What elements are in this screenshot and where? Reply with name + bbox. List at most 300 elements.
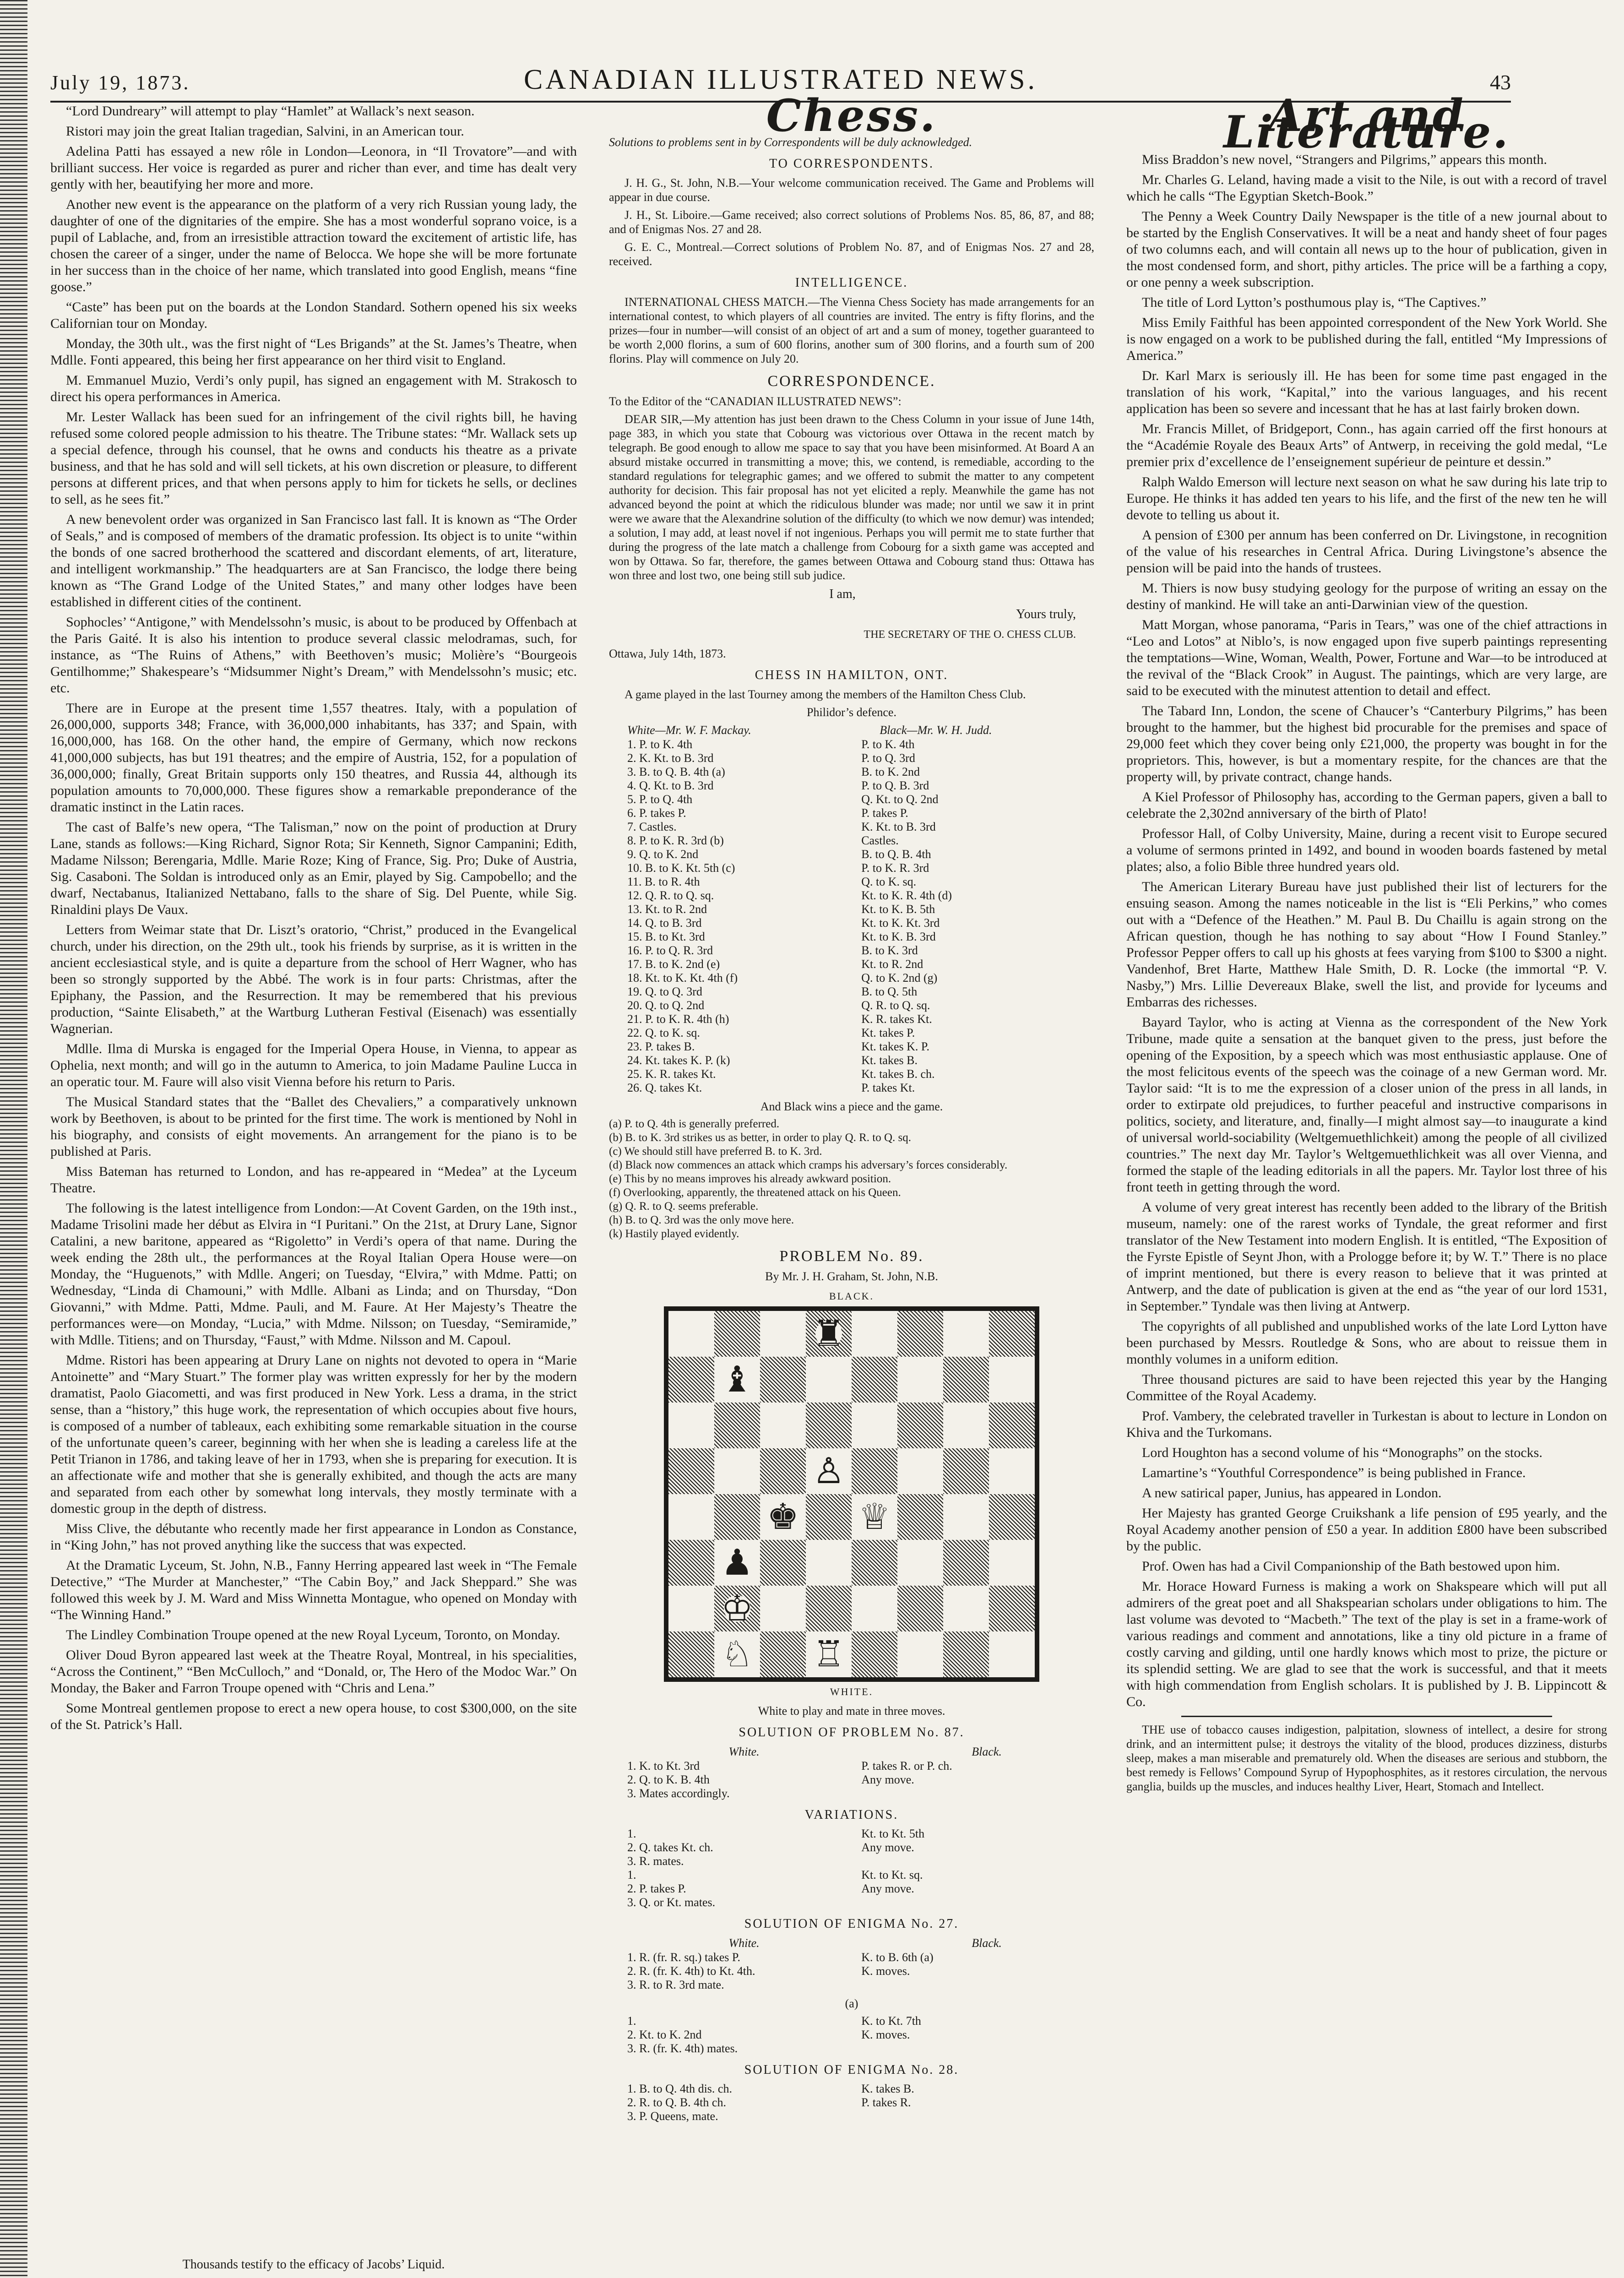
black-move: K. takes B. xyxy=(861,2082,914,2095)
white-move: 2. K. Kt. to B. 3rd xyxy=(627,751,714,765)
board-square xyxy=(760,1494,806,1540)
board-square xyxy=(714,1448,760,1494)
board-square xyxy=(760,1631,806,1677)
literature-paragraph: Prof. Owen has had a Civil Companionship of the Bath bestowed upon him. xyxy=(1142,1559,1560,1574)
chess-piece: ♝ xyxy=(721,1359,753,1400)
board-square xyxy=(668,1403,714,1448)
column-art-literature xyxy=(1126,90,1607,1797)
move-row xyxy=(609,930,1094,944)
black-move: K. R. takes Kt. xyxy=(861,1012,932,1026)
chess-piece: ♖ xyxy=(813,1634,845,1675)
board-square xyxy=(760,1448,806,1494)
intelligence-heading: INTELLIGENCE. xyxy=(795,276,908,290)
black-move: P. takes P. xyxy=(861,806,908,820)
game-note: (d) Black now commences an attack which cramps his adversary’s forces considerably. xyxy=(609,1159,1008,1171)
news-paragraph: Some Montreal gentlemen propose to erect a new opera house, to cost $300,000, on the site of the St. Patrick’s Hall. xyxy=(50,1701,577,1732)
board-square xyxy=(806,1357,852,1403)
masthead: CANADIAN ILLUSTRATED NEWS. xyxy=(523,64,1038,95)
board-square xyxy=(714,1403,760,1448)
game-moves-table xyxy=(609,723,1094,1095)
chess-piece: ♙ xyxy=(813,1451,845,1492)
sol87-heading: SOLUTION OF PROBLEM No. 87. xyxy=(739,1725,965,1740)
board-square xyxy=(760,1540,806,1586)
letter-body: DEAR SIR,—My attention has just been drawn to the Chess Column in your issue of June 14th, page 383, in which you state that Cobourg was victorious over Ottawa in the recent match by telegraph. Be good enough to allow me space to say that you have been misinformed. At Board A an absurd mistake occurred in transmitting a move; this, we contend, is remediable, according to the standard regulations for telegraphic games; and we offered to submit the matter to any competent authority for decision. This fair proposal has not yet elicited a reply. Meanwhile the game has not advanced beyond the point at which the ridiculous blunder was made; nor until we saw it in print were we aware that the Alexandrine solution of the difficulty (to which we now demur) was intended; a solution, I may add, at least novel if not ingenious. Perhaps you will permit me to state further that during the progress of the late match a challenge from Cobourg for a sixth game was accepted and won by Ottawa. So far, therefore, the games between Ottawa and Cobourg stand thus: Ottawa has won three and lost two, one being still sub judice. xyxy=(609,413,1094,582)
news-paragraph: Miss Bateman has returned to London, and has re-appeared in “Medea” at the Lyceum Theatre. xyxy=(50,1164,577,1196)
move-row xyxy=(609,1067,1094,1081)
black-move: Kt. to K. R. 4th (d) xyxy=(861,889,952,902)
black-move: P. to K. R. 3rd xyxy=(861,861,929,875)
board-square xyxy=(806,1631,852,1677)
board-square xyxy=(897,1311,943,1357)
white-move: 2. Q. to K. B. 4th xyxy=(627,1773,710,1786)
white-move: 21. P. to K. R. 4th (h) xyxy=(627,1012,729,1026)
chess-piece: ♟ xyxy=(721,1542,753,1583)
move-row xyxy=(609,834,1094,848)
news-paragraph: Another new event is the appearance on the platform of a very rich Russian young lady, the daughter of one of the dignitaries of the empire. She has a most wonderful soprano voice, is a pupil of Lablache, and, from an irresistible attraction toward the excitement of artistic life, has chosen the career of a singer, under the name of Belocca. We hope she will be more fortunate in her success than in the choice of her name, which translated into good English, means “fine goose.” xyxy=(50,197,577,294)
game-note: (f) Overlooking, apparently, the threatened attack on his Queen. xyxy=(609,1186,901,1199)
white-move: 14. Q. to B. 3rd xyxy=(627,916,702,930)
column-chess xyxy=(609,90,1094,2128)
white-move: 9. Q. to K. 2nd xyxy=(627,848,699,861)
literature-paragraph: The American Literary Bureau have just published their list of lecturers for the ensuing season. Among the names noticeable in the list is “Eli Perkins,” who comes out with a “Defence of the Heathen.” M. Paul B. Du Chaillu is again strong on the African question, though he has nothing to say about “How I Found Stanley.” Professor Pepper offers to call up his ghosts at fees varying from $100 to $300 a night. Vandenhof, Bret Harte, Matthew Hale Smith, D. R. Locke (the immortal “P. V. Nasby,”) Mrs. Lillie Devereaux Blake, swell the list, and provide for lyceums and Embarras des richesses. xyxy=(1126,879,1607,1010)
white-label: WHITE. xyxy=(830,1686,874,1697)
news-paragraph: The following is the latest intelligence from London:—At Covent Garden, on the 19th inst., Madame Trisolini made her début as Elvira in “I Puritani.” On the 21st, at Drury Lane, Signor Catalini, a new baritone, appeared as “Rigoletto” in Verdi’s opera of that name. During the week ending the 28th ult., the performances at the Royal Italian Opera House were—on Monday, the “Huguenots,” with Mdlle. Angeri; on Tuesday, “Elvira,” with Mdme. Patti; on Wednesday, “Linda di Chamouni,” with Mdlle. Albani as Linda; and on Thursday, “Don Giovanni,” with Mdme. Patti, Mdme. Pauli, and M. Faure. At Her Majesty’s Theatre the performances were—on Monday, “Lucia,” with Mdme. Nilsson; on Tuesday, “Semiramide,” with Mdlle. Titiens; and on Thursday, “Faust,” with Mdme. Nilsson and M. Capoul. xyxy=(50,1201,577,1348)
correspondent-reply: J. H. G., St. John, N.B.—Your welcome communication received. The Game and Problems will appear in due course. xyxy=(609,176,1094,204)
board-square xyxy=(989,1494,1035,1540)
variations-table xyxy=(609,1827,1094,1909)
white-move: 10. B. to K. Kt. 5th (c) xyxy=(627,861,735,875)
board-square xyxy=(989,1586,1035,1631)
correspondents-list xyxy=(609,176,1094,268)
letter-place: Ottawa, July 14th, 1873. xyxy=(609,647,726,660)
enigma28-table xyxy=(609,2082,1094,2123)
white-move: 3. Mates accordingly. xyxy=(627,1787,730,1800)
literature-paragraph: Ralph Waldo Emerson will lecture next season on what he saw during his late trip to Europe. He thinks it has added ten years to his life, and the first of the new ten he will devote to telling us about it. xyxy=(1126,474,1607,522)
binding-edge xyxy=(0,0,27,2278)
literature-paragraph: Miss Emily Faithful has been appointed correspondent of the New York World. She is now engaged on a work to be published during the fall, entitled “My Impressions of America.” xyxy=(1126,315,1607,363)
black-move xyxy=(861,2042,1094,2055)
black-move: K. moves. xyxy=(861,2028,910,2041)
black-move xyxy=(861,1896,1094,1909)
board-square xyxy=(760,1403,806,1448)
move-row xyxy=(609,971,1094,985)
white-move: 3. R. (fr. K. 4th) mates. xyxy=(627,2042,738,2055)
variation-row xyxy=(609,1882,1094,1896)
board-square xyxy=(668,1540,714,1586)
board-square xyxy=(806,1494,852,1540)
move-row xyxy=(609,861,1094,875)
white-move: 25. K. R. takes Kt. xyxy=(627,1067,716,1081)
board-square xyxy=(943,1448,989,1494)
solution-row xyxy=(609,1787,1094,1800)
white-move: 18. Kt. to K. Kt. 4th (f) xyxy=(627,971,738,984)
chess-title: Chess. xyxy=(766,90,937,141)
black-move: P. takes R. or P. ch. xyxy=(861,1759,952,1772)
black-move: Any move. xyxy=(861,1773,914,1786)
solution-row xyxy=(609,1951,1094,1964)
black-move: K. moves. xyxy=(861,1964,910,1978)
literature-paragraph: A pension of £300 per annum has been conferred on Dr. Livingstone, in recognition of the value of his researches in Central Africa. During Livingstone’s absence the pension will be paid into the hands of trustees. xyxy=(1126,527,1607,576)
news-paragraph: A new benevolent order was organized in San Francisco last fall. It is known as “The Order of Seals,” and is composed of members of the dramatic profession. Its object is to unite “within the bonds of one sacred brotherhood the scattered and discordant elements, of art, literature, and intelligent workmanship.” The headquarters are at San Francisco, the lodge there being known as “The Grand Lodge of the United States,” and many other lodges have been established in different cities of the continent. xyxy=(50,512,577,609)
variation-row xyxy=(609,2014,1094,2028)
news-paragraph: There are in Europe at the present time 1,557 theatres. Italy, with a population of 26,000,000, supports 348; France, with 36,000,000 inhabitants, has 337; and Spain, with 16,000,000, has 168. On the other hand, the empire of Germany, which now reckons 41,000,000 subjects, has but 191 theatres; and the empire of Austria, 152, for a population of 36,000,000; finally, Great Britain supports only 150 theatres, and Russia 44, although its population amounts to 70,000,000. These figures show a remarkable preponderance of the dramatic instinct in the Latin races. xyxy=(50,701,577,815)
divider xyxy=(1181,1716,1552,1717)
correspondence-heading: CORRESPONDENCE. xyxy=(767,373,936,390)
enigma27-variation-table xyxy=(609,2014,1094,2055)
variation-row xyxy=(609,2028,1094,2042)
literature-paragraph: A Kiel Professor of Philosophy has, according to the German papers, given a ball to celebrate the 2,302nd anniversary of the birth of Plato! xyxy=(1126,789,1607,821)
board-square xyxy=(897,1357,943,1403)
game-note: (a) P. to Q. 4th is generally preferred. xyxy=(609,1118,780,1130)
move-row xyxy=(609,985,1094,999)
news-paragraph: The Musical Standard states that the “Ballet des Chevaliers,” a comparatively unknown work by Beethoven, is about to be printed for the first time. The work is mentioned by Nohl in his biography, and consists of eight movements. An arrangement for the piano is to be published at Paris. xyxy=(50,1094,577,1159)
board-square xyxy=(806,1586,852,1631)
news-paragraph: The cast of Balfe’s new opera, “The Talisman,” now on the point of production at Drury Lane, stands as follows:—King Richard, Signor Rota; Sir Kenneth, Signor Campanini; Edith, Madame Nilsson; Berengaria, Mdlle. Marie Roze; King of France, Sig. Pro; Duke of Austria, Sig. Casaboni. The Soldan is introduced only as an Emir, played by Sig. Campobello; and the dwarf, Nectabanus, Italianized Nettabano, falls to the share of Sig. Del Puente, while Sig. Rinaldini plays De Vaux. xyxy=(50,820,577,917)
letter-i-am: I am, xyxy=(829,587,856,601)
move-row xyxy=(609,875,1094,889)
black-move: Q. R. to Q. sq. xyxy=(861,999,930,1012)
black-move: Q. to K. sq. xyxy=(861,875,917,888)
defence-name: Philidor’s defence. xyxy=(807,706,896,719)
hamilton-heading: CHESS IN HAMILTON, ONT. xyxy=(755,668,949,682)
solution-row xyxy=(609,2082,1094,2096)
white-move: 3. R. mates. xyxy=(627,1854,684,1868)
enigma27-heading: SOLUTION OF ENIGMA No. 27. xyxy=(744,1917,959,1931)
chess-piece: ♕ xyxy=(858,1496,891,1538)
move-row xyxy=(609,806,1094,820)
news-paragraph: Sophocles’ “Antigone,” with Mendelssohn’s music, is about to be produced by Offenbach at the Paris Gaité. It is also his intention to produce several classic melodramas, such, for instance, as “The Ruins of Athens,” with Beethoven’s music; Molière’s “Bourgeois Gentilhomme;” Shakespeare’s “Midsummer Night’s Dream,” with Mendelssohn’s music; etc. etc. xyxy=(50,614,577,696)
enigma27-variation-label: (a) xyxy=(845,1997,858,2010)
news-paragraph: Miss Clive, the débutante who recently made her first appearance in London as Constance, in “King John,” has not proved anything like the success that was expected. xyxy=(50,1521,577,1553)
art-literature-items xyxy=(1126,152,1607,1710)
news-paragraph: M. Emmanuel Muzio, Verdi’s only pupil, has signed an engagement with M. Strakosch to direct his opera performances in America. xyxy=(50,373,577,404)
board-square xyxy=(714,1540,760,1586)
variation-row xyxy=(609,2042,1094,2055)
board-square xyxy=(943,1631,989,1677)
literature-paragraph: The Penny a Week Country Daily Newspaper is the title of a new journal about to be started by the English Conservatives. It will be a neat and handy sheet of four pages of two columns each, and will contain all news up to the hour of publication, given in the most condensed form, and short, pithy articles. The price will be a farthing a copy, or one penny a week subscription. xyxy=(1126,209,1607,290)
enigma27-black-header: Black. xyxy=(972,1936,1002,1950)
black-move: B. to K. 2nd xyxy=(861,765,920,778)
board-square xyxy=(806,1448,852,1494)
jacobs-liquid-notice: Thousands testify to the efficacy of Jacobs’ Liquid. xyxy=(182,2257,445,2272)
news-paragraph: Oliver Doud Byron appeared last week at the Theatre Royal, Montreal, in his specialities, “Across the Continent,” “Ben McCulloch,” and “Donald, or, The Hero of the Modoc War.” On Monday, the Baker and Farron Troupe opened with “Chris and Lena.” xyxy=(50,1647,577,1696)
board-square xyxy=(668,1586,714,1631)
black-move: Kt. takes K. P. xyxy=(861,1040,929,1053)
move-row xyxy=(609,1012,1094,1026)
column-theatre-news xyxy=(50,103,577,1737)
white-move: 2. R. (fr. K. 4th) to Kt. 4th. xyxy=(627,1964,755,1978)
literature-paragraph: Three thousand pictures are said to have been rejected this year by the Hanging Committee of the Royal Academy. xyxy=(1126,1372,1607,1403)
black-move: Any move. xyxy=(861,1841,914,1854)
white-move: 2. Q. takes Kt. ch. xyxy=(627,1841,713,1854)
solution-row xyxy=(609,1964,1094,1978)
black-move: P. to Q. B. 3rd xyxy=(861,779,929,792)
board-square xyxy=(806,1311,852,1357)
chess-problem-diagram xyxy=(655,1288,1048,1700)
chess-piece: ♜ xyxy=(813,1313,845,1354)
board-square xyxy=(989,1448,1035,1494)
black-move: B. to Q. 5th xyxy=(861,985,918,998)
issue-date: July 19, 1873. xyxy=(50,71,190,94)
literature-paragraph: A volume of very great interest has recently been added to the library of the British museum, namely: one of the rarest works of Tyndale, the great reformer and first translator of the New Testament into modern English. It is entitled, “The Exposition of the Fyrste Epistle of Seynt Jhon, with a Prologge before it; by W. T.” There is no place of imprint mentioned, but there is every reason to believe that it was printed at Antwerp, and the date of publication is given at the end as “the year of our lord 1531, in September.” Tyndale was then living at Antwerp. xyxy=(1126,1200,1607,1314)
news-paragraph: Adelina Patti has essayed a new rôle in London—Leonora, in “Il Trovatore”—and with brilliant success. Her voice is regarded as purer and richer than ever, and time has dealt very gently with her, beautifying her more and more. xyxy=(50,144,577,192)
board-square xyxy=(852,1311,897,1357)
white-move: 19. Q. to Q. 3rd xyxy=(627,985,702,998)
white-move: 24. Kt. takes K. P. (k) xyxy=(627,1054,730,1067)
sol87-table xyxy=(609,1745,1094,1800)
black-move: Kt. to K. B. 5th xyxy=(861,903,935,916)
literature-paragraph: Prof. Vambery, the celebrated traveller in Turkestan is about to lecture in London on Khiva and the Turkomans. xyxy=(1126,1408,1607,1440)
chess-board xyxy=(664,1306,1039,1682)
white-move: 22. Q. to K. sq. xyxy=(627,1026,700,1039)
move-row xyxy=(609,1054,1094,1067)
black-player: Black—Mr. W. H. Judd. xyxy=(880,723,992,737)
chess-piece: ♘ xyxy=(721,1634,753,1675)
news-paragraph: Mdme. Ristori has been appearing at Drury Lane on nights not devoted to opera in “Marie Antoinette” and “Mary Stuart.” The former play was written expressly for her by the modern dramatist, Paolo Giacometti, and was first produced in New York. Less a drama, in the strict sense, than a “history,” this huge work, the representation of which occupies about five hours, is composed of a number of tableaux, each exhibiting some remarkable situation in the course of the unfortunate queen’s career, beginning with her when she is leading a careless life at the Petit Trianon in 1786, and taking leave of her in 1793, when she is preparing for execution. It is an affectionate wife and mother that she is generally exhibited, and though the acts are many and separated from each other by somewhat long intervals, they mostly terminate with a domestic group in the depth of distress. xyxy=(50,1353,577,1516)
letter-signer: THE SECRETARY OF THE O. CHESS CLUB. xyxy=(864,629,1076,641)
literature-paragraph: Professor Hall, of Colby University, Maine, during a recent visit to Europe secured a volume of sermons printed in 1492, and bound in wooden boards fastened by metal plates; also, a folio Bible three hundred years old. xyxy=(1126,826,1607,874)
move-row xyxy=(609,751,1094,765)
news-paragraph: At the Dramatic Lyceum, St. John, N.B., Fanny Herring appeared last week in “The Female Detective,” “The Murder at Manchester,” “The Cabin Boy,” and Jack Sheppard.” She was followed this week by J. M. Ward and Miss Winnetta Montague, who opened on Monday with “The Winning Hand.” xyxy=(50,1558,577,1622)
white-move: 1. xyxy=(627,1868,636,1881)
board-square xyxy=(897,1631,943,1677)
black-move: K. Kt. to B. 3rd xyxy=(861,820,936,833)
black-move: K. to Kt. 7th xyxy=(861,2014,921,2028)
black-move: Kt. to R. 2nd xyxy=(861,957,923,971)
move-row xyxy=(609,1026,1094,1040)
board-square xyxy=(989,1403,1035,1448)
white-move: 16. P. to Q. R. 3rd xyxy=(627,944,713,957)
correspondent-reply: G. E. C., Montreal.—Correct solutions of Problem No. 87, and of Enigmas Nos. 27 and 28, received. xyxy=(609,240,1094,268)
white-move: 3. R. to R. 3rd mate. xyxy=(627,1978,724,1991)
black-move: P. takes Kt. xyxy=(861,1081,915,1094)
variations-heading: VARIATIONS. xyxy=(804,1808,899,1822)
black-move: Kt. takes B. ch. xyxy=(861,1067,935,1081)
board-square xyxy=(668,1448,714,1494)
black-move: Kt. to Kt. 5th xyxy=(861,1827,925,1840)
board-square xyxy=(943,1494,989,1540)
white-move: 5. P. to Q. 4th xyxy=(627,793,693,806)
board-square xyxy=(714,1357,760,1403)
white-move: 1. R. (fr. R. sq.) takes P. xyxy=(627,1951,740,1964)
solution-row xyxy=(609,1773,1094,1787)
board-square xyxy=(989,1540,1035,1586)
literature-paragraph: A new satirical paper, Junius, has appeared in London. xyxy=(1142,1485,1442,1501)
solutions-note: Solutions to problems sent in by Correspondents will be duly acknowledged. xyxy=(609,136,972,149)
problem-author: By Mr. J. H. Graham, St. John, N.B. xyxy=(765,1270,938,1283)
black-move xyxy=(861,1854,1094,1868)
move-row xyxy=(609,999,1094,1012)
enigma27-white-header: White. xyxy=(728,1936,760,1950)
board-square xyxy=(668,1494,714,1540)
tobacco-advert: THE use of tobacco causes indigestion, palpitation, slowness of intellect, a desire for strong drink, and an intermittent pulse; it destroys the vitality of the blood, produces dizziness, disturbs sleep, makes a man miserable and prematurely old. When the diseases are serious and stubborn, the best remedy is Fellows’ Compound Syrup of Hypophosphites, as it restores circulation, the nervous ganglia, builds up the muscles, and induces healthy Liver, Heart, Stomach and Intellect. xyxy=(1126,1723,1607,1793)
literature-paragraph: Lord Houghton has a second volume of his “Monographs” on the stocks. xyxy=(1142,1445,1543,1460)
board-square xyxy=(989,1357,1035,1403)
white-move: 12. Q. R. to Q. sq. xyxy=(627,889,714,902)
solution-row xyxy=(609,2109,1094,2123)
white-move: 1. P. to K. 4th xyxy=(627,738,693,751)
literature-paragraph: Mr. Horace Howard Furness is making a work on Shakspeare which will put all admirers of the great poet and all Shakspearian scholars under obligations to him. The last volume was devoted to “Macbeth.” The text of the play is set in a frame-work of various readings and comment and annotations, like a tiny old picture in a frame of costly carving and gilding, until one hardly knows which most to prize, the picture or its splendid setting. We are glad to see that the work is successful, and that it meets with high commendation from English scholars. It is published by J. B. Lippincott & Co. xyxy=(1126,1579,1607,1709)
solution-row xyxy=(609,2096,1094,2109)
board-square xyxy=(852,1494,897,1540)
board-square xyxy=(943,1311,989,1357)
move-row xyxy=(609,848,1094,861)
move-row xyxy=(609,944,1094,957)
white-player: White—Mr. W. F. Mackay. xyxy=(627,723,751,737)
intelligence-text: INTERNATIONAL CHESS MATCH.—The Vienna Chess Society has made arrangements for an international contest, to which players of all countries are invited. The entry is fifty florins, and the prizes—four in number—will consist of an object of art and a sum of money, together guaranteed to be worth 2,000 florins, a sum of 600 florins, another sum of 300 florins, and a fourth sum of 200 florins. Play will commence on July 20. xyxy=(609,295,1094,365)
board-square xyxy=(806,1540,852,1586)
literature-paragraph: Bayard Taylor, who is acting at Vienna as the correspondent of the New York Tribune, made quite a sensation at the banquet given to the press, just before the opening of the Exposition, by a speech which was most enthusiastic applause. One of the most felicitous events of the speech was the coinage of a new German word. Mr. Taylor said: “It is to me the expression of a closer union of the press in all lands, in order to extirpate old prejudices, to further peaceful and instructive comparisons in politics, society, and literature, and, finally—I might almost say—to inaugurate a kind of universal world-sociability (Weltgemuethlichkeit) among the people of all civilized countries.” The next day Mr. Taylor’s Weltgemuethlichkeit was all over Vienna, and formed the staple of the leading editorials in all the papers. Mr. Taylor lost three of his front teeth in getting through the word. xyxy=(1126,1015,1607,1195)
board-square xyxy=(852,1403,897,1448)
chess-piece: ♚ xyxy=(767,1496,799,1538)
solution-row xyxy=(609,1759,1094,1773)
black-move: P. to K. 4th xyxy=(861,738,915,751)
board-square xyxy=(852,1448,897,1494)
move-row xyxy=(609,903,1094,916)
page-number: 43 xyxy=(1490,71,1511,94)
black-move: Kt. takes P. xyxy=(861,1026,915,1039)
news-paragraph: Mdlle. Ilma di Murska is engaged for the Imperial Opera House, in Vienna, to appear as Ophelia, next month; and will go in the autumn to America, to join Madame Pauline Lucca in an operatic tour. M. Faure will also visit Vienna before his return to Paris. xyxy=(50,1041,577,1089)
white-move: 26. Q. takes Kt. xyxy=(627,1081,702,1094)
black-move: B. to K. 3rd xyxy=(861,944,918,957)
game-notes xyxy=(609,1117,1094,1241)
game-note: (e) This by no means improves his already awkward position. xyxy=(609,1173,891,1185)
variation-row xyxy=(609,1827,1094,1841)
board-square xyxy=(668,1357,714,1403)
literature-paragraph: Dr. Karl Marx is seriously ill. He has been for some time past engaged in the translation of his work, “Kapital,” into the various languages, and his recent application has been so severe and incessant that he has at last fairly broken down. xyxy=(1126,368,1607,416)
white-move: 2. Kt. to K. 2nd xyxy=(627,2028,702,2041)
white-move: 6. P. takes P. xyxy=(627,806,686,820)
literature-paragraph: Mr. Francis Millet, of Bridgeport, Conn., has again carried off the first honours at the “Académie Royale des Beaux Arts” of Antwerp, in receiving the gold medal, “Le premier prix d’excellence de l’enseignement supérieur de peinture et dessin.” xyxy=(1126,421,1607,469)
board-square xyxy=(668,1631,714,1677)
board-square xyxy=(852,1631,897,1677)
literature-paragraph: Her Majesty has granted George Cruikshank a life pension of £95 yearly, and the Royal Academy another pension of £50 a year. In addition £800 have been subscribed by the public. xyxy=(1126,1506,1607,1554)
correspondent-reply: J. H., St. Liboire.—Game received; also correct solutions of Problems Nos. 85, 86, 87, and 88; and of Enigmas Nos. 27 and 28. xyxy=(609,208,1094,236)
literature-paragraph: Miss Braddon’s new novel, “Strangers and Pilgrims,” appears this month. xyxy=(1142,152,1547,167)
board-square xyxy=(714,1311,760,1357)
black-move xyxy=(861,1787,1094,1800)
black-move: K. to B. 6th (a) xyxy=(861,1951,934,1964)
news-paragraph: Monday, the 30th ult., was the first night of “Les Brigands” at the St. James’s Theatre, when Mdlle. Fonti appeared, this being her first appearance on her third visit to England. xyxy=(50,336,577,368)
literature-paragraph: The copyrights of all published and unpublished works of the late Lord Lytton have been purchased by Messrs. Routledge & Sons, who are about to reissue them in monthly volumes in a uniform edition. xyxy=(1126,1319,1607,1367)
move-row xyxy=(609,1040,1094,1054)
problem-heading: PROBLEM No. 89. xyxy=(779,1248,924,1265)
black-move: P. takes R. xyxy=(861,2096,911,2109)
board-square xyxy=(943,1403,989,1448)
board-square xyxy=(943,1540,989,1586)
board-square xyxy=(897,1403,943,1448)
literature-paragraph: Mr. Charles G. Leland, having made a visit to the Nile, is out with a record of travel which he calls “The Egyptian Sketch-Book.” xyxy=(1126,172,1607,204)
black-move: Kt. to Kt. sq. xyxy=(861,1868,923,1881)
board-square xyxy=(668,1311,714,1357)
board-square xyxy=(760,1357,806,1403)
black-move: Q. Kt. to Q. 2nd xyxy=(861,793,939,806)
white-move: 3. B. to Q. B. 4th (a) xyxy=(627,765,725,778)
letter-yours: Yours truly, xyxy=(1016,607,1076,621)
board-square xyxy=(852,1540,897,1586)
board-square xyxy=(897,1540,943,1586)
move-row xyxy=(609,1081,1094,1095)
move-row xyxy=(609,820,1094,834)
black-move: Kt. to K. B. 3rd xyxy=(861,930,936,943)
move-row xyxy=(609,889,1094,903)
sol87-black-header: Black. xyxy=(972,1745,1002,1758)
move-row xyxy=(609,779,1094,793)
board-square xyxy=(897,1586,943,1631)
white-move: 1. xyxy=(627,2014,636,2028)
white-move: 17. B. to K. 2nd (e) xyxy=(627,957,720,971)
board-square xyxy=(989,1311,1035,1357)
board-square xyxy=(943,1586,989,1631)
white-move: 8. P. to K. R. 3rd (b) xyxy=(627,834,724,847)
board-square xyxy=(897,1494,943,1540)
variation-row xyxy=(609,1841,1094,1854)
black-move xyxy=(861,2109,1094,2123)
black-move: Kt. to K. Kt. 3rd xyxy=(861,916,940,930)
board-square xyxy=(714,1631,760,1677)
news-paragraph: Letters from Weimar state that Dr. Liszt’s oratorio, “Christ,” produced in the Evangelical church, under his direction, on the 29th ult., took his friends by surprise, as it is written in the ancient ecclesiastical style, and is quite a departure from the school of Herr Wagner, who has been so strongly supported by the Abbé. The work is in four parts: Christmas, after the Epiphany, the Passion, and the Resurrection. It may be remembered that his previous production, “Sainte Elisabeth,” at the Wartburg Lutheran Festival (Eisenach) was essentially Wagnerian. xyxy=(50,922,577,1036)
enigma27-table xyxy=(609,1936,1094,1992)
game-note: (k) Hastily played evidently. xyxy=(609,1228,739,1240)
letter-addressee: To the Editor of the “CANADIAN ILLUSTRATED NEWS”: xyxy=(609,395,902,408)
variation-row xyxy=(609,1896,1094,1909)
sol87-white-header: White. xyxy=(728,1745,760,1758)
white-move: 4. Q. Kt. to B. 3rd xyxy=(627,779,714,792)
move-row xyxy=(609,765,1094,779)
move-row xyxy=(609,916,1094,930)
black-move: Castles. xyxy=(861,834,899,847)
board-square xyxy=(760,1586,806,1631)
news-paragraph: “Lord Dundreary” will attempt to play “Hamlet” at Wallack’s next season. xyxy=(66,103,475,119)
black-label: BLACK. xyxy=(829,1290,874,1302)
game-result: And Black wins a piece and the game. xyxy=(760,1100,943,1113)
white-move: 15. B. to Kt. 3rd xyxy=(627,930,705,943)
news-paragraph: Ristori may join the great Italian tragedian, Salvini, in an American tour. xyxy=(66,124,464,139)
board-square xyxy=(989,1631,1035,1677)
move-row xyxy=(609,738,1094,751)
black-move: P. to Q. 3rd xyxy=(861,751,915,765)
board-square xyxy=(806,1403,852,1448)
board-square xyxy=(897,1448,943,1494)
literature-paragraph: The Tabard Inn, London, the scene of Chaucer’s “Canterbury Pilgrims,” has been brought to the hammer, but the highest bid procurable for the premises and space of 29,000 feet which they cover being only £21,000, the property was bought in for the proprietors. This, however, is but a momentary respite, for the chances are that the property will, by private contract, change hands. xyxy=(1126,703,1607,784)
white-move: 20. Q. to Q. 2nd xyxy=(627,999,705,1012)
white-move: 1. xyxy=(627,1827,636,1840)
move-row xyxy=(609,793,1094,806)
news-paragraph: “Caste” has been put on the boards at the London Standard. Sothern opened his six weeks Californian tour on Monday. xyxy=(50,299,577,331)
board-square xyxy=(714,1494,760,1540)
board-square xyxy=(852,1357,897,1403)
chess-piece: ♔ xyxy=(721,1588,753,1629)
white-move: 7. Castles. xyxy=(627,820,677,833)
black-move: Any move. xyxy=(861,1882,914,1895)
game-note: (c) We should still have preferred B. to K. 3rd. xyxy=(609,1145,822,1158)
white-move: 3. P. Queens, mate. xyxy=(627,2109,718,2123)
variation-row xyxy=(609,1854,1094,1868)
white-move: 2. R. to Q. B. 4th ch. xyxy=(627,2096,726,2109)
news-paragraph: Mr. Lester Wallack has been sued for an infringement of the civil rights bill, he having refused some colored people admission to his theatre. The Tribune states: “Mr. Wallack sets up a special defence, through his counsel, that he owns and conducts his theatre as a private business, and that he has sold and will sell tickets, at his own discretion or pleasure, to different persons at different prices, and that when persons apply to him for tickets he sells, or declines to sell, as he sees fit.” xyxy=(50,409,577,507)
game-note: (h) B. to Q. 3rd was the only move here. xyxy=(609,1214,794,1226)
white-move: 23. P. takes B. xyxy=(627,1040,695,1053)
solution-row xyxy=(609,1978,1094,1992)
literature-paragraph: The title of Lord Lytton’s posthumous play is, “The Captives.” xyxy=(1142,295,1487,310)
black-move: B. to Q. B. 4th xyxy=(861,848,931,861)
board-square xyxy=(943,1357,989,1403)
news-paragraph: The Lindley Combination Troupe opened at the new Royal Lyceum, Toronto, on Monday. xyxy=(66,1627,560,1642)
white-move: 2. P. takes P. xyxy=(627,1882,686,1895)
move-row xyxy=(609,957,1094,971)
board-square xyxy=(714,1586,760,1631)
white-move: 3. Q. or Kt. mates. xyxy=(627,1896,716,1909)
